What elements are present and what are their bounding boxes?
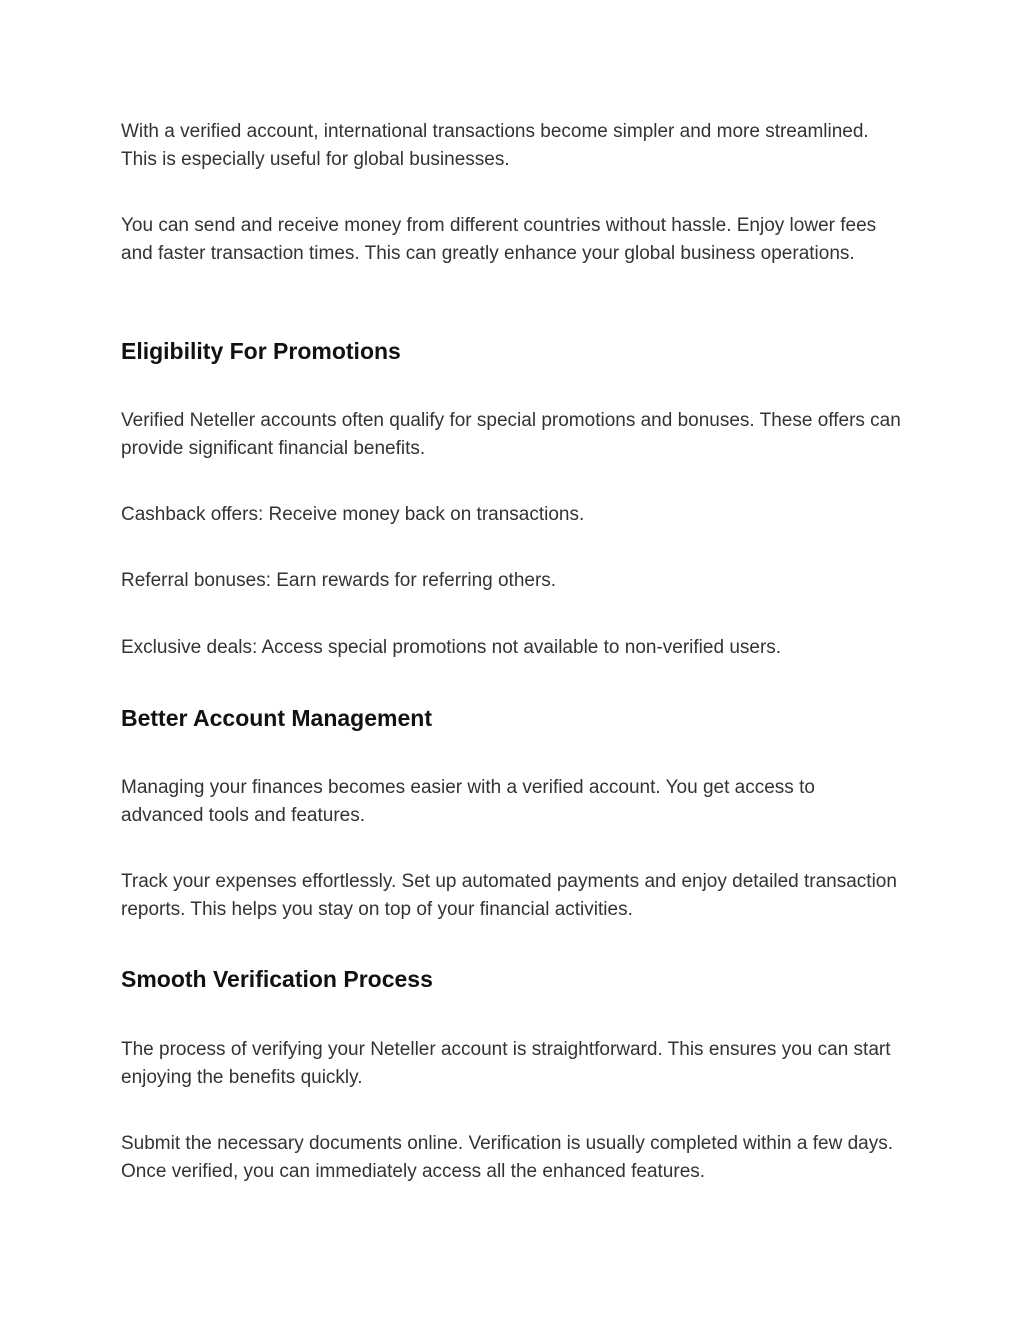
heading-smooth-verification-process: Smooth Verification Process: [121, 966, 433, 992]
paragraph-track-expenses: Track your expenses effortlessly. Set up automated payments and enjoy detailed transaction reports. This helps you stay on top of your financial activities.: [121, 871, 897, 920]
paragraph-verification-process: The process of verifying your Neteller account is straightforward. This ensures you can start enjoying the benefits quickly.: [121, 1039, 891, 1088]
paragraph-exclusive-deals: Exclusive deals: Access special promotions not available to non-verified users.: [121, 637, 782, 658]
paragraph-submit-documents: Submit the necessary documents online. Verification is usually completed within a few days. Once verified, you can immediately access all the enhanced features.: [121, 1133, 894, 1182]
heading-better-account-management: Better Account Management: [121, 705, 432, 731]
paragraph-referral-bonuses: Referral bonuses: Earn rewards for referring others.: [121, 570, 557, 591]
paragraph-cashback-offers: Cashback offers: Receive money back on transactions.: [121, 504, 585, 525]
paragraph-send-receive-money: You can send and receive money from different countries without hassle. Enjoy lower fees and faster transaction times. This can greatly enhance your global business operations.: [121, 215, 877, 264]
paragraph-managing-finances: Managing your finances becomes easier with a verified account. You get access to advanced tools and features.: [121, 777, 815, 826]
paragraph-international-transactions: With a verified account, international transactions become simpler and more streamlined. This is especially useful for global businesses.: [121, 121, 869, 170]
paragraph-promotions-intro: Verified Neteller accounts often qualify for special promotions and bonuses. These offers can provide significant financial benefits.: [121, 410, 901, 459]
heading-eligibility-for-promotions: Eligibility For Promotions: [121, 338, 401, 364]
